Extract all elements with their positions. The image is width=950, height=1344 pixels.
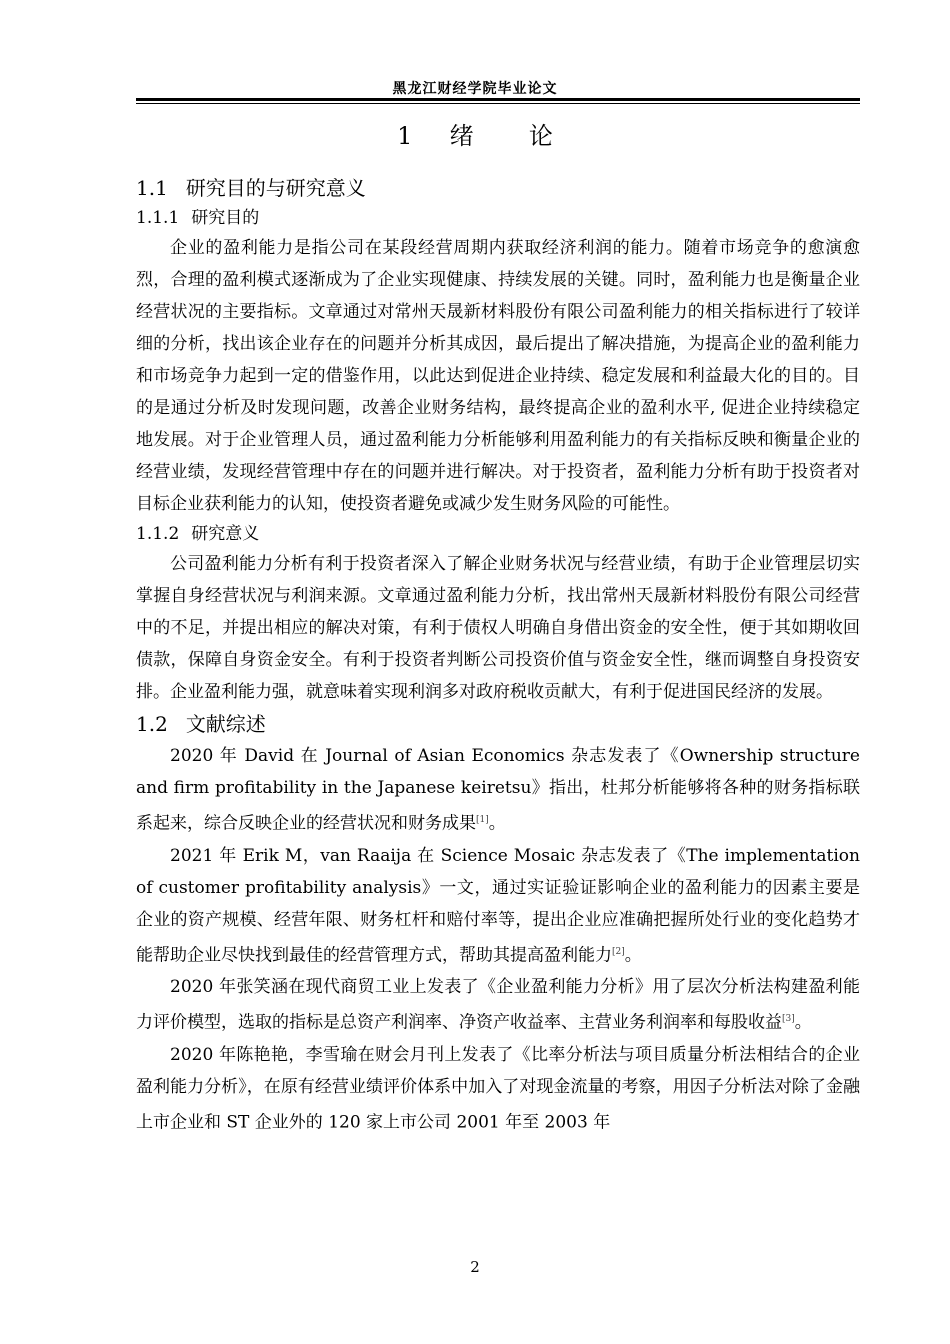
- section-number: 1.2: [136, 712, 168, 736]
- document-body: [136, 172, 860, 1139]
- paragraph-literature-2: 2021 年 Erik M，van Raaija 在 Science Mosaic 杂志发表了《The implementation of customer profitability analysis》一文，通过实证验证影响企业的盈利能力的因素主要是企业的资产规模、经营年限、财务杠杆和赔付率等，提出企业应准确把握所处行业的变化趋势才能帮助企业尽快找到最佳的经营管理方式，帮助其提高盈利能力[2]。: [136, 845, 860, 966]
- section-heading-1-2: [136, 708, 860, 740]
- paragraph-literature-4: 2020 年陈艳艳，李雪瑜在财会月刊上发表了《比率分析法与项目质量分析法相结合的企业盈利能力分析》，在原有经营业绩评价体系中加入了对现金流量的考察，用因子分析法对除了金融上市企业和 ST 企业外的 120 家上市公司 2001 年至 2003 年: [136, 1044, 860, 1133]
- citation-marker: [3]: [782, 1014, 795, 1025]
- section-heading-1-1: [136, 172, 860, 204]
- paragraph-research-significance: 公司盈利能力分析有利于投资者深入了解企业财务状况与经营业绩，有助于企业管理层切实掌握自身经营状况与利润来源。文章通过盈利能力分析，找出常州天晟新材料股份有限公司经营中的不足，并提出相应的解决对策，有利于债权人明确自身借出资金的安全性，便于其如期收回债款，保障自身资金安全。有利于投资者判断公司投资价值与资金安全性，继而调整自身投资安排。企业盈利能力强，就意味着实现利润多对政府税收贡献大，有利于促进国民经济的发展。: [136, 554, 860, 702]
- subsection-title: 研究意义: [191, 524, 260, 544]
- chapter-number: 1: [397, 122, 413, 150]
- header-rule-thin: [136, 103, 860, 104]
- chapter-title-char-2: 论: [528, 122, 553, 150]
- section-title: 研究目的与研究意义: [185, 176, 366, 200]
- section-title: 文献综述: [185, 712, 266, 736]
- subsection-heading-1-1-1: [136, 204, 860, 232]
- paragraph-literature-1: 2020 年 David 在 Journal of Asian Economics 杂志发表了《Ownership structure and firm profitability in the Japanese keiretsu》指出，杜邦分析能够将各种的财务指标联系起来，综合反映企业的经营状况和财务成果[1]。: [136, 746, 860, 834]
- header-rule-thick: [136, 98, 860, 101]
- section-number: 1.1: [136, 176, 168, 200]
- page-number: 2: [470, 1258, 480, 1276]
- subsection-heading-1-1-2: [136, 520, 860, 548]
- chapter-title-char-1: 绪: [449, 122, 474, 150]
- chapter-title: [0, 116, 950, 151]
- paragraph-literature-3: 2020 年张笑涵在现代商贸工业上发表了《企业盈利能力分析》用了层次分析法构建盈利能力评价模型，选取的指标是总资产利润率、净资产收益率、主营业务利润率和每股收益[3]。: [136, 977, 860, 1033]
- subsection-number: 1.1.1: [136, 208, 180, 228]
- subsection-title: 研究目的: [191, 208, 260, 228]
- subsection-number: 1.1.2: [136, 524, 180, 544]
- running-header-title: 黑龙江财经学院毕业论文: [392, 81, 558, 97]
- paragraph-research-purpose: 企业的盈利能力是指公司在某段经营周期内获取经济利润的能力。随着市场竞争的愈演愈烈，合理的盈利模式逐渐成为了企业实现健康、持续发展的关键。同时，盈利能力也是衡量企业经营状况的主要指标。文章通过对常州天晟新材料股份有限公司盈利能力的相关指标进行了较详细的分析，找出该企业存在的问题并分析其成因，最后提出了解决措施，为提高企业的盈利能力和市场竞争力起到一定的借鉴作用，以此达到促进企业持续、稳定发展和利益最大化的目的。目的是通过分析及时发现问题，改善企业财务结构，最终提高企业的盈利水平, 促进企业持续稳定地发展。对于企业管理人员，通过盈利能力分析能够利用盈利能力的有关指标反映和衡量企业的经营业绩，发现经营管理中存在的问题并进行解决。对于投资者，盈利能力分析有助于投资者对目标企业获利能力的认知，使投资者避免或减少发生财务风险的可能性。: [136, 238, 860, 514]
- citation-marker: [1]: [476, 815, 489, 825]
- citation-marker: [2]: [612, 946, 625, 957]
